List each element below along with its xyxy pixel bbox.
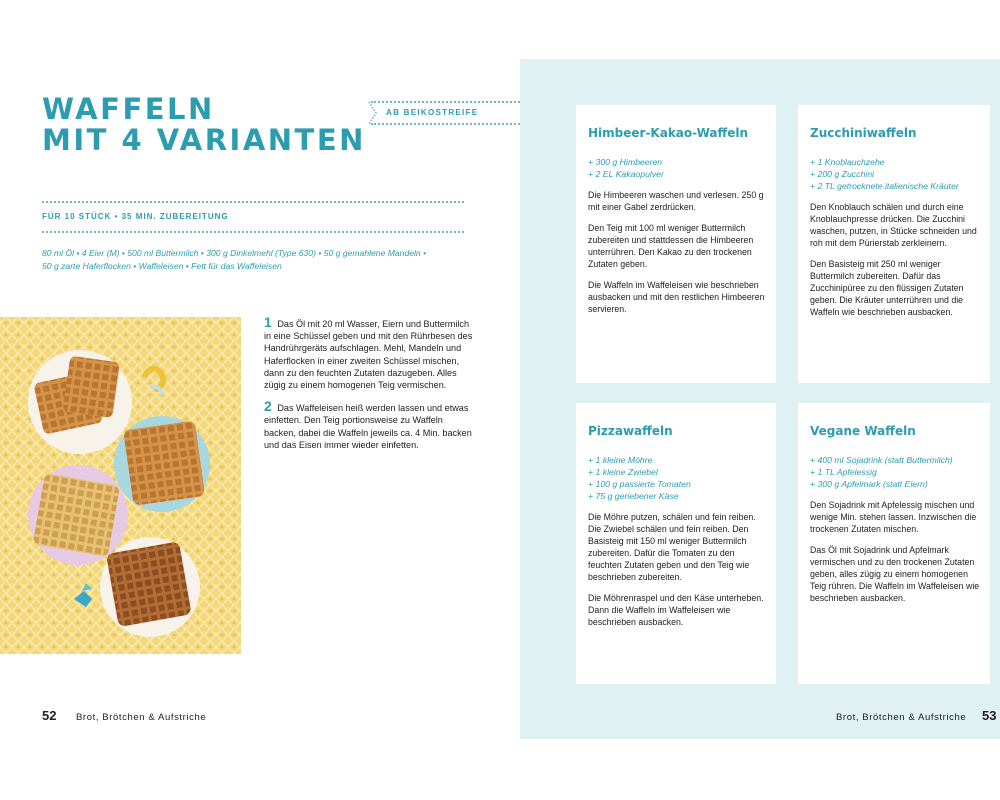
card-paragraph: Den Sojadrink mit Apfelessig mischen und wenige Min. stehen lassen. Inzwischen die trockenen Zutaten mischen. [810, 500, 977, 534]
ingredient-item: + 2 TL getrocknete italienische Kräuter [810, 181, 959, 191]
card-ingredients [810, 156, 980, 192]
ingredient-item: + 2 EL Kakaopulver [588, 169, 664, 179]
ingredient-item: + 300 g Apfelmark (statt Eiern) [810, 479, 928, 489]
card-paragraph: Den Basisteig mit 250 ml weniger Buttermilch zubereiten. Dafür das Zucchinipüree zu den flüssigen Zutaten geben. Die Kräuter unterrühren und die Waffeln wie beschrieben ausbacken. [810, 259, 964, 317]
waffle-photo [0, 317, 241, 654]
card-paragraph: Die Möhre putzen, schälen und fein reiben. Die Zwiebel schälen und fein reiben. Den Basisteig mit 150 ml weniger Buttermilch zubereiten. Dafür die Tomaten zu den feuchten Zutaten geben und den Teig wie beschrieben zubereiten. [588, 512, 756, 582]
ingredient-item: + 1 Knoblauchzehe [810, 157, 885, 167]
card-paragraph: Den Knoblauch schälen und durch eine Knoblauchpresse drücken. Die Zucchini waschen, putzen, in Stücke schneiden und roh mit dem Pürierstab zerkleinern. [810, 202, 977, 248]
page-number-left: 52 [42, 708, 57, 723]
step-2 [264, 400, 474, 451]
card-ingredients [588, 454, 766, 502]
ingredient-item: + 1 kleine Möhre [588, 455, 653, 465]
age-tag: AB BEIKOSTREIFE [386, 108, 479, 117]
divider-top [42, 201, 464, 203]
ingredients-line-1: 80 ml Öl • 4 Eier (M) • 500 ml Buttermilch • 300 g Dinkelmehl (Type 630) • 50 g gemahlene Mandeln • [42, 248, 427, 258]
card-paragraph: Die Himbeeren waschen und verlesen. 250 g mit einer Gabel zerdrücken. [588, 190, 764, 212]
ingredient-item: + 1 TL Apfelessig [810, 467, 877, 477]
section-title-right: Brot, Brötchen & Aufstriche [836, 712, 967, 723]
card-ingredients [588, 156, 766, 180]
servings-info: FÜR 10 STÜCK • 35 MIN. ZUBEREITUNG [42, 212, 229, 221]
step-2-number: 2 [264, 398, 272, 415]
ingredient-item: + 400 ml Sojadrink (statt Buttermilch) [810, 455, 953, 465]
ingredient-item: + 200 g Zucchini [810, 169, 874, 179]
instructions [264, 316, 474, 460]
ingredient-item: + 300 g Himbeeren [588, 157, 663, 167]
card-ingredients [810, 454, 980, 490]
base-ingredients [42, 247, 472, 272]
card-paragraph: Den Teig mit 100 ml weniger Buttermilch zubereiten und stattdessen die Himbeeren unterrühren. Den Kakao zu den trockenen Zutaten geben. [588, 223, 754, 269]
variant-card-pizza [576, 403, 776, 684]
card-paragraph: Die Waffeln im Waffeleisen wie beschrieben ausbacken und mit den restlichen Himbeeren servieren. [588, 280, 765, 314]
title-line-1: WAFFELN [42, 92, 215, 126]
tag-arrow-icon [368, 101, 378, 125]
variant-card-himbeer-kakao [576, 105, 776, 383]
variant-card-zucchini [798, 105, 990, 383]
card-paragraph: Das Öl mit Sojadrink und Apfelmark vermischen und zu den trockenen Zutaten geben, alles zügig zu einem homogenen Teig rühren. Die Waffeln im Waffeleisen wie beschrieben ausbacken. [810, 545, 980, 603]
card-title: Pizzawaffeln [588, 424, 673, 438]
card-title: Zucchiniwaffeln [810, 126, 917, 140]
step-1 [264, 316, 474, 391]
title-line-2: MIT 4 VARIANTEN [42, 123, 366, 157]
ingredients-line-2: 50 g zarte Haferflocken • Waffeleisen • Fett für das Waffeleisen [42, 260, 282, 271]
ingredient-item: + 75 g geriebener Käse [588, 491, 679, 501]
divider-bottom [42, 231, 464, 233]
ingredient-item: + 100 g passierte Tomaten [588, 479, 691, 489]
recipe-title [42, 94, 366, 156]
step-2-text: Das Waffeleisen heiß werden lassen und etwas einfetten. Den Teig portionsweise zu Waffeln backen, dabei die Waffeln jeweils ca. 4 Min. backen und das Eisen immer wieder einfetten. [264, 403, 472, 450]
step-1-text: Das Öl mit 20 ml Wasser, Eiern und Buttermilch in eine Schüssel geben und mit den Rührbesen des Handrührgeräts aufschlagen. Mehl, Mandeln und Haferflocken in einer zweiten Schüssel mischen, dann zu den feuchten Zutaten dazugeben. Alles zügig zu einem homogenen Teig vermischen. [264, 319, 473, 391]
variant-card-vegan [798, 403, 990, 684]
card-paragraph: Die Möhrenraspel und den Käse unterheben. Dann die Waffeln im Waffeleisen wie beschrieben ausbacken. [588, 593, 764, 627]
card-title: Himbeer-Kakao-Waffeln [588, 126, 749, 140]
card-title: Vegane Waffeln [810, 424, 916, 438]
ingredient-item: + 1 kleine Zwiebel [588, 467, 658, 477]
section-title-left: Brot, Brötchen & Aufstriche [76, 712, 207, 723]
page-number-right: 53 [982, 708, 997, 723]
step-1-number: 1 [264, 314, 272, 330]
